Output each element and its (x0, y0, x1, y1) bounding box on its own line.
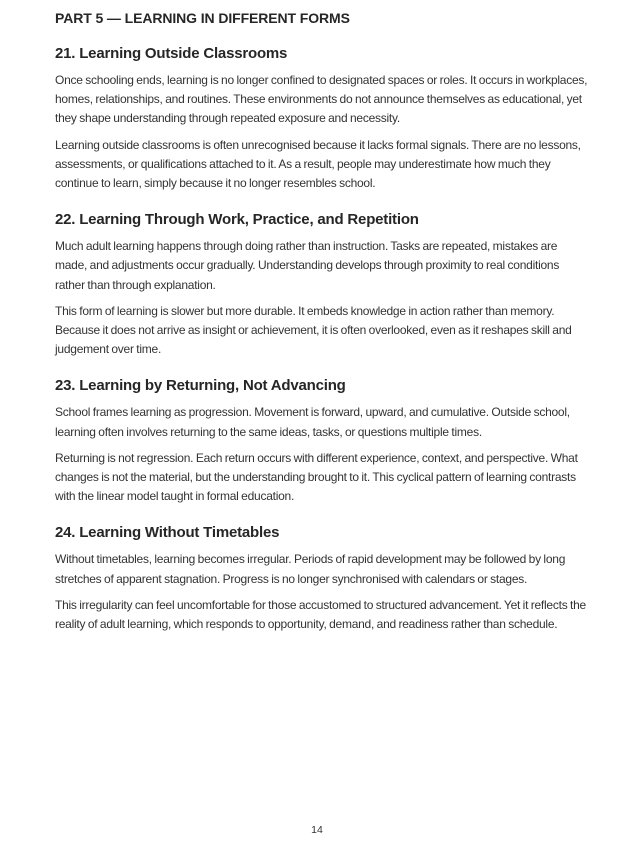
section-22-paragraph-2: This form of learning is slower but more durable. It embeds knowledge in action rather than memory. Because it does not arrive as insight or achievement, it is often overlooked, even as it reshapes skill and judgement over time. (55, 303, 572, 357)
section-23-paragraph-2: Returning is not regression. Each return occurs with different experience, context, and perspective. What changes is not the material, but the understanding brought to it. This cyclical pattern of learning contrasts with the linear model taught in formal education. (55, 450, 578, 504)
section-24-heading: 24. Learning Without Timetables (55, 524, 280, 542)
section-24 (55, 523, 588, 634)
section-21-heading: 21. Learning Outside Classrooms (55, 45, 288, 62)
section-24-paragraph-1: Without timetables, learning becomes irregular. Periods of rapid development may be followed by long stretches of apparent stagnation. Progress is no longer synchronised with calendars or stages. (55, 552, 566, 586)
section-21 (55, 44, 588, 193)
section-23-heading: 23. Learning by Returning, Not Advancing (55, 377, 346, 395)
section-21-paragraph-1: Once schooling ends, learning is no longer confined to designated spaces or roles. It occurs in workplaces, homes, relationships, and routines. These environments do not announce themselves as educational, yet they shape understanding through repeated exposure and necessity. (55, 73, 588, 126)
page-footer (0, 824, 634, 836)
section-23-paragraph-1: School frames learning as progression. Movement is forward, upward, and cumulative. Outside school, learning often involves returning to the same ideas, tasks, or questions multiple times. (55, 405, 570, 439)
section-23 (55, 376, 588, 506)
section-22 (55, 210, 588, 359)
section-21-paragraph-2: Learning outside classrooms is often unrecognised because it lacks formal signals. There are no lessons, assessments, or qualifications attached to it. As a result, people may underestimate how much they continue to learn, simply because it no longer resembles school. (55, 137, 581, 191)
section-24-paragraph-2: This irregularity can feel uncomfortable for those accustomed to structured advancement. Yet it reflects the reality of adult learning, which responds to opportunity, demand, and readiness rather than schedule. (55, 597, 586, 632)
section-22-heading: 22. Learning Through Work, Practice, and Repetition (55, 211, 419, 229)
section-22-paragraph-1: Much adult learning happens through doing rather than instruction. Tasks are repeated, mistakes are made, and adjustments occur gradually. Understanding develops through proximity to real conditions rather than through explanation. (55, 239, 560, 292)
part-title: PART 5 — LEARNING IN DIFFERENT FORMS (55, 10, 350, 26)
page-number: 14 (311, 824, 323, 836)
